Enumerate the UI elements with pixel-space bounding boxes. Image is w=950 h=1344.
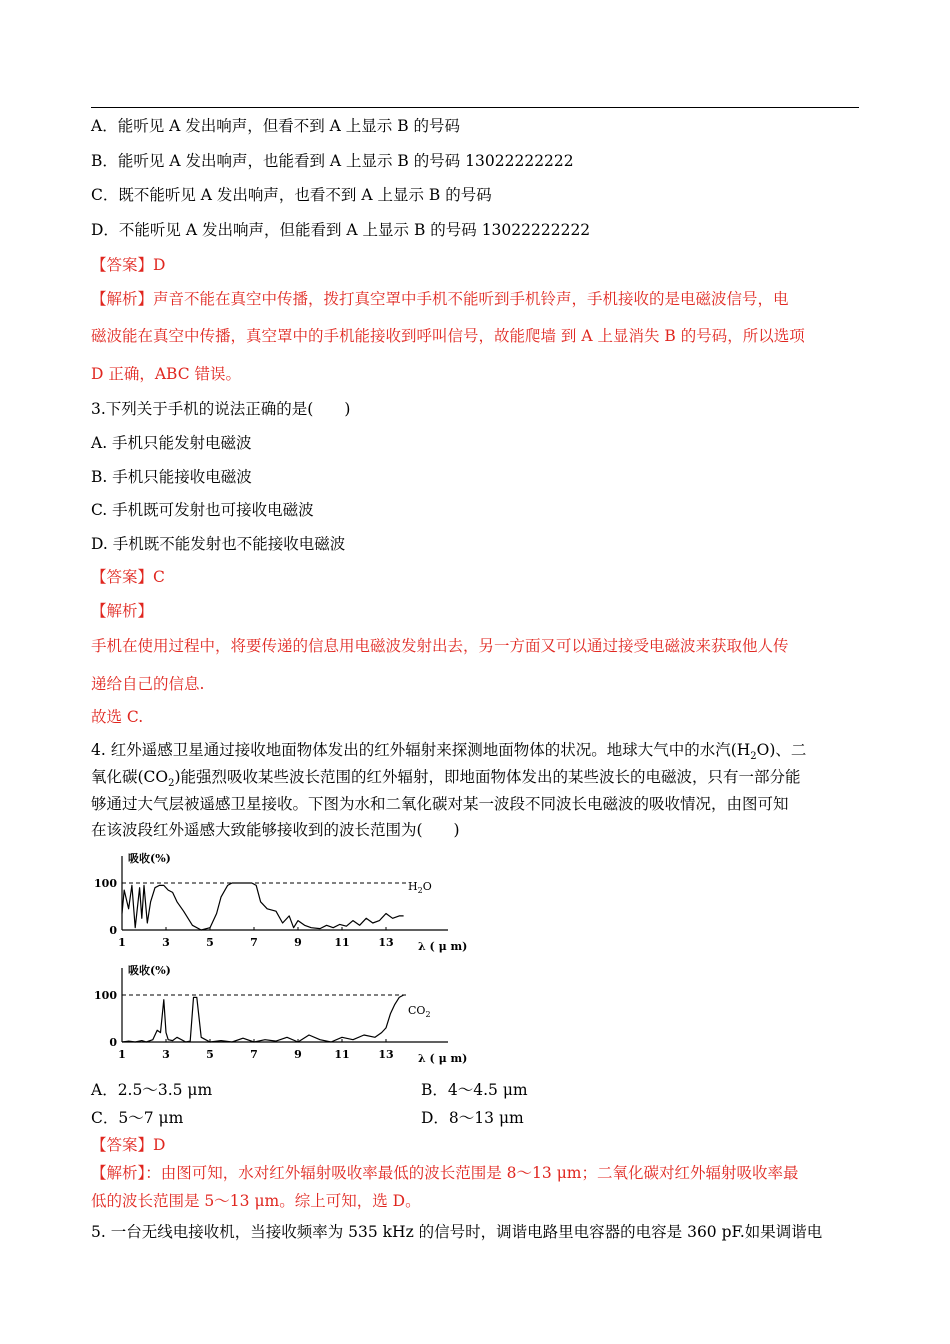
q3-option-d: D. 手机既不能发射也不能接收电磁波	[91, 535, 346, 553]
series-label: $H_2O$	[408, 880, 432, 896]
q5-stem: 5. 一台无线电接收机，当接收频率为 535 kHz 的信号时，调谐电路里电容器的电容是 360 pF.如果调谐电	[91, 1223, 823, 1241]
h2o-absorption-chart	[90, 848, 470, 958]
q4-stem-line: 够通过大气层被遥感卫星接收。下图为水和二氧化碳对某一波段不同波长电磁波的吸收情况，由图可知	[91, 795, 789, 813]
q2-option-c: C．既不能听见 A 发出响声，也看不到 A 上显示 B 的号码	[91, 186, 492, 204]
q2-option-b: B．能听见 A 发出响声，也能看到 A 上显示 B 的号码 13022222222	[91, 152, 574, 170]
q4-answer: 【答案】D	[91, 1136, 166, 1154]
x-axis-label: λ ( μ m)	[418, 940, 468, 953]
x-tick-label: 9	[294, 1048, 302, 1061]
x-tick-label: 3	[162, 936, 170, 949]
q4-stem-line: 4. 红外遥感卫星通过接收地面物体发出的红外辐射来探测地面物体的状况。地球大气中的水汽$(H_2O)$、二	[91, 741, 807, 763]
x-axis-label: λ ( μ m)	[418, 1052, 468, 1065]
x-tick-label: 13	[378, 1048, 394, 1061]
q3-conclusion: 故选 C.	[91, 708, 144, 726]
x-tick-label: 7	[250, 1048, 258, 1061]
q4-analysis-line: 【解析】：由图可知，水对红外辐射吸收率最低的波长范围是 8～13 μm；二氧化碳对红外辐射吸收率最	[91, 1164, 799, 1182]
q3-option-b: B. 手机只能接收电磁波	[91, 468, 252, 486]
series-line	[122, 883, 404, 930]
q3-stem: 3.下列关于手机的说法正确的是( )	[91, 400, 351, 418]
x-tick-label: 11	[334, 1048, 350, 1061]
y-tick-label: 0	[109, 924, 117, 937]
q4-option-a: A．2.5～3.5 μm	[91, 1081, 213, 1099]
q4-stem-line: 在该波段红外遥感大致能够接收到的波长范围为( )	[91, 821, 460, 839]
y-axis-label: 吸收(%)	[128, 852, 171, 865]
q2-option-d: D．不能听见 A 发出响声，但能看到 A 上显示 B 的号码 13022222222	[91, 221, 591, 239]
q2-analysis-line: D 正确，ABC 错误。	[91, 365, 242, 383]
header-rule	[91, 107, 859, 108]
x-tick-label: 1	[118, 936, 126, 949]
q2-option-a: A．能听见 A 发出响声，但看不到 A 上显示 B 的号码	[91, 117, 461, 135]
co2-absorption-chart	[90, 960, 470, 1070]
q3-option-c: C. 手机既可发射也可接收电磁波	[91, 501, 314, 519]
q3-option-a: A. 手机只能发射电磁波	[91, 434, 252, 452]
q3-analysis-head: 【解析】	[91, 602, 154, 620]
series-label: $CO_2$	[408, 1003, 431, 1019]
q4-option-c: C．5～7 μm	[91, 1109, 184, 1127]
x-tick-label: 13	[378, 936, 394, 949]
q3-analysis-line: 手机在使用过程中，将要传递的信息用电磁波发射出去，另一方面又可以通过接受电磁波来获取他人传	[91, 637, 789, 655]
y-tick-label: 100	[94, 989, 117, 1002]
x-tick-label: 5	[206, 1048, 214, 1061]
q2-analysis-line: 【解析】声音不能在真空中传播，拨打真空罩中手机不能听到手机铃声，手机接收的是电磁波信号，电	[91, 290, 789, 308]
q4-option-b: B．4～4.5 μm	[421, 1081, 528, 1099]
series-line	[122, 995, 404, 1042]
q2-analysis-line: 磁波能在真空中传播，真空罩中的手机能接收到呼叫信号，故能爬墙 到 A 上显消失 B 的号码，所以选项	[91, 327, 805, 345]
y-axis-label: 吸收(%)	[128, 964, 171, 977]
x-tick-label: 3	[162, 1048, 170, 1061]
y-tick-label: 100	[94, 877, 117, 890]
x-tick-label: 5	[206, 936, 214, 949]
q4-option-d: D．8～13 μm	[421, 1109, 524, 1127]
q3-analysis-line: 递给自己的信息.	[91, 675, 205, 693]
x-tick-label: 9	[294, 936, 302, 949]
y-tick-label: 0	[109, 1036, 117, 1049]
x-tick-label: 1	[118, 1048, 126, 1061]
x-tick-label: 11	[334, 936, 350, 949]
q3-answer: 【答案】C	[91, 568, 165, 586]
q4-stem-line: 氧化碳$(CO_2)$能强烈吸收某些波长范围的红外辐射，即地面物体发出的某些波长的电磁波，只有一部分能	[91, 768, 801, 790]
q4-analysis-line: 低的波长范围是 5～13 μm。综上可知，选 D。	[91, 1192, 421, 1210]
q2-answer: 【答案】D	[91, 256, 166, 274]
x-tick-label: 7	[250, 936, 258, 949]
